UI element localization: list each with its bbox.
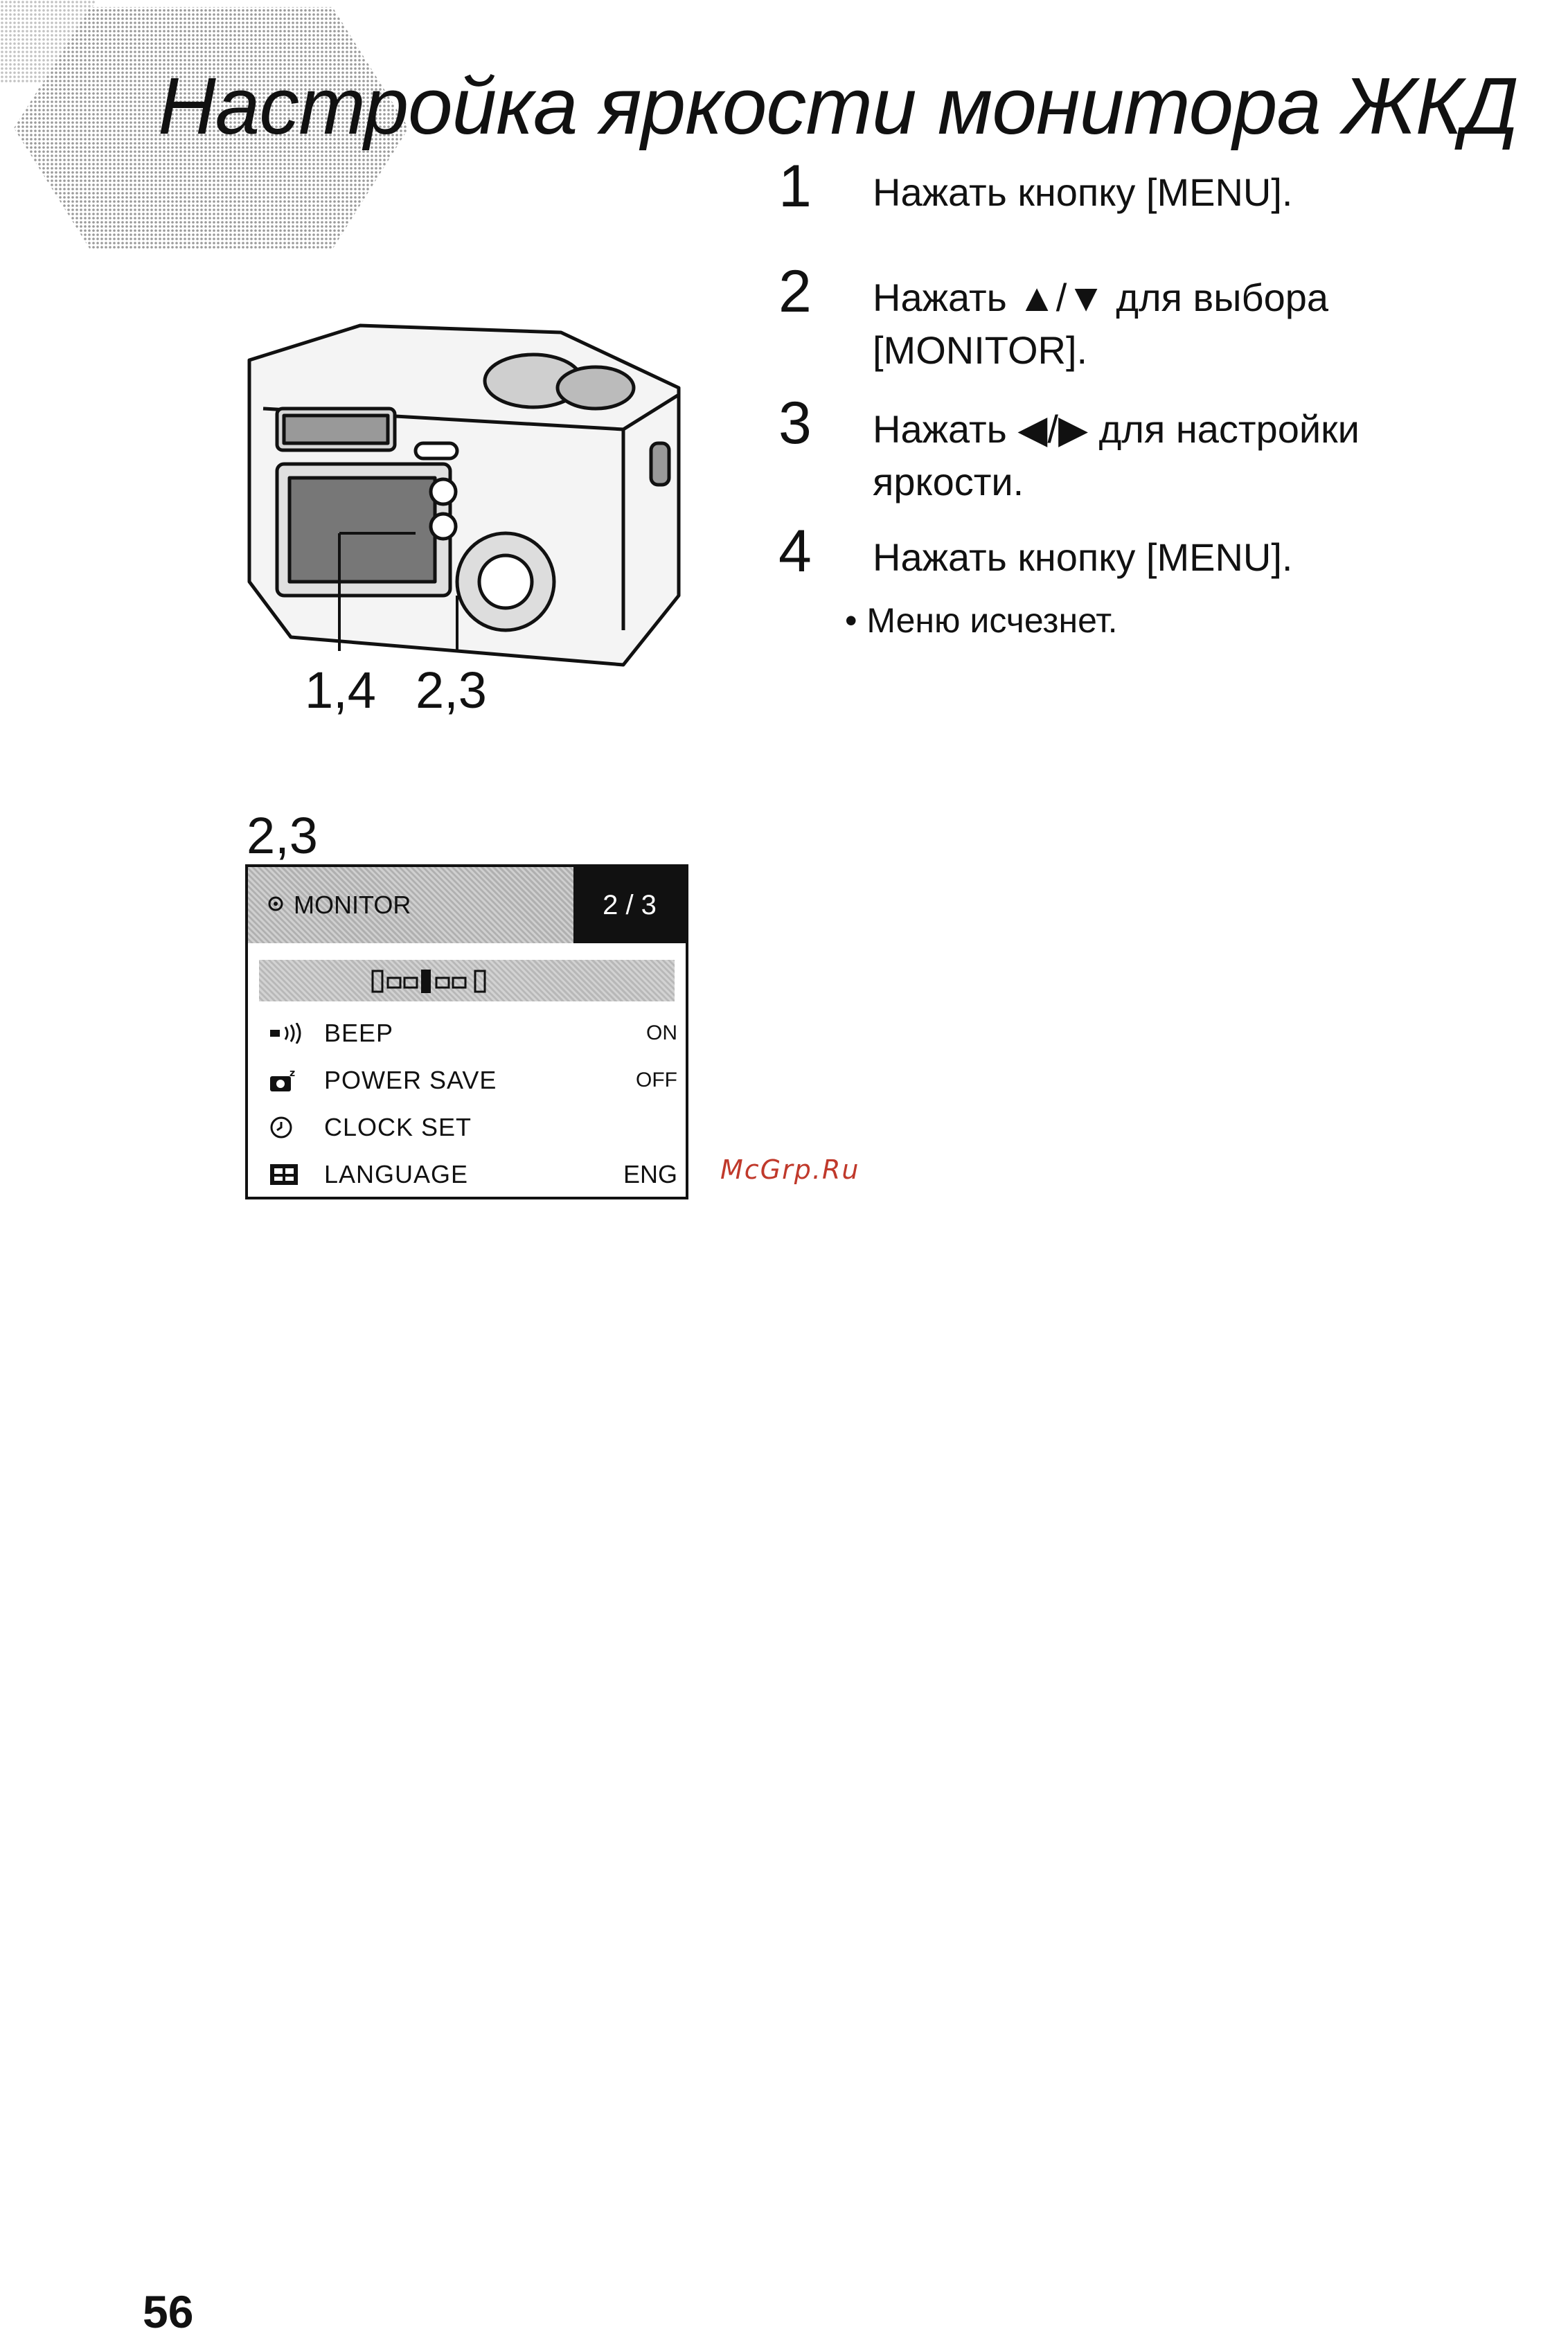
step-text: Нажать ◀/▶ для настройки яркости. xyxy=(873,407,1360,503)
screen-figure-label: 2,3 xyxy=(247,807,318,864)
menu-item-label: LANGUAGE xyxy=(324,1160,469,1188)
page-number: 56 xyxy=(143,2286,194,2337)
step-1 xyxy=(769,153,1503,271)
step-number: 4 xyxy=(778,518,812,584)
menu-item-value: ON xyxy=(646,1021,677,1044)
brightness-bar-row xyxy=(259,960,675,1001)
power-save-icon xyxy=(269,1067,324,1094)
instruction-steps xyxy=(769,153,1503,641)
lcd-header-title xyxy=(266,891,411,920)
callout-label-cursor: 2,3 xyxy=(416,661,487,719)
step-text: Нажать кнопку [MENU]. xyxy=(873,170,1293,214)
menu-item-value: ENG xyxy=(623,1160,677,1188)
lcd-header-label: MONITOR xyxy=(294,891,411,919)
svg-text:z: z xyxy=(289,1068,296,1079)
lcd-page-indicator: 2 / 3 xyxy=(573,867,686,943)
step-note: • Меню исчезнет. xyxy=(845,601,1118,640)
step-4 xyxy=(769,518,1503,600)
menu-item-label: BEEP xyxy=(324,1019,394,1047)
lcd-menu-screen xyxy=(245,864,688,1199)
menu-item-beep[interactable] xyxy=(269,1012,677,1054)
page-title: Настройка яркости монитора ЖКД xyxy=(158,61,1518,151)
brightness-slider-icon xyxy=(259,960,675,1001)
speaker-icon xyxy=(269,1019,324,1047)
watermark: McGrp.Ru xyxy=(720,1154,860,1185)
step-text: Нажать ▲/▼ для выбора [MONITOR]. xyxy=(873,276,1329,372)
step-number: 3 xyxy=(778,390,812,456)
menu-item-label: POWER SAVE xyxy=(324,1066,497,1094)
menu-item-language[interactable] xyxy=(269,1154,677,1195)
callout-label-menu: 1,4 xyxy=(305,661,376,719)
step-number: 2 xyxy=(778,258,812,325)
menu-item-value: OFF xyxy=(636,1069,677,1091)
step-3 xyxy=(769,390,1503,531)
clock-icon xyxy=(269,1114,324,1141)
language-icon xyxy=(269,1161,324,1188)
monitor-icon xyxy=(266,891,285,920)
step-number: 1 xyxy=(778,153,812,220)
menu-item-label: CLOCK SET xyxy=(324,1113,472,1141)
step-2 xyxy=(769,258,1503,403)
menu-item-clock-set[interactable] xyxy=(269,1107,677,1148)
step-text: Нажать кнопку [MENU]. xyxy=(873,535,1293,579)
menu-item-power-save[interactable] xyxy=(269,1060,677,1101)
